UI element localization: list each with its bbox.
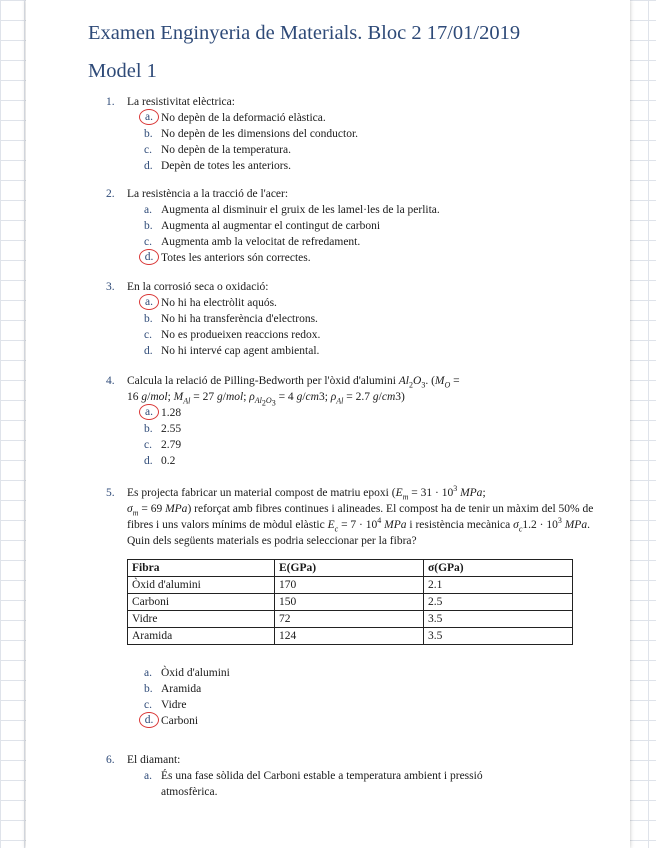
question-number: 5. (106, 487, 115, 499)
question-1 (106, 94, 606, 186)
option-letter: b. (144, 683, 153, 695)
question-text (127, 485, 606, 549)
option-d[interactable] (144, 713, 606, 729)
option-text: Totes les anteriors són correctes. (161, 252, 311, 264)
question-text-part: i resistència mecànica (406, 519, 514, 531)
question-number: 4. (106, 375, 115, 387)
formula-matrix-modulus: $E_m = 31 \cdot 10^3$ MPa; $\sigma_m = 69$ MPa (127, 484, 486, 518)
options-list (144, 110, 606, 174)
formula-composite-strength: $\sigma_c1.2 \cdot 10^3$ MPa (513, 516, 588, 534)
question-text-part: ) reforçat amb fibres continues i alineades. El compost ha de tenir un màxim del 50% de fibres i uns valors mínims de mòdul elàstic (127, 503, 594, 531)
selected-circle-mark: a. (139, 404, 159, 420)
options-list (144, 665, 606, 729)
table-header-row (128, 560, 573, 577)
question-number: 6. (106, 754, 115, 766)
fiber-properties-table (127, 559, 573, 645)
option-letter: a. (144, 204, 152, 216)
table-cell: Carboni (128, 594, 275, 611)
exam-title: Examen Enginyeria de Materials. Bloc 2 17/01/2019 (88, 22, 521, 44)
option-letter: c. (144, 439, 152, 451)
option-a[interactable] (144, 295, 606, 311)
options-list (144, 202, 606, 266)
table-cell: 124 (275, 628, 424, 645)
option-text-continuation: atmosfèrica. (161, 786, 218, 798)
option-c[interactable] (144, 234, 606, 250)
table-cell: 170 (275, 577, 424, 594)
question-2 (106, 186, 606, 278)
table-cell: 72 (275, 611, 424, 628)
question-number: 2. (106, 188, 115, 200)
question-text: La resistivitat elèctrica: (127, 96, 235, 108)
option-letter: c. (144, 236, 152, 248)
option-text: No hi ha transferència d'electrons. (161, 313, 318, 325)
formula-composite-modulus: $E_c = 7 \cdot 10^4$ MPa (327, 516, 407, 534)
option-d[interactable] (144, 158, 606, 174)
selected-circle-mark: a. (139, 109, 159, 125)
question-text (127, 373, 606, 408)
exam-page (26, 0, 630, 848)
table-cell: 2.1 (424, 577, 573, 594)
formula-given-data: $Al_2O_3$. ($M_O$ = 16 g/mol; $M_{Al} = 27$ g/mol; $\rho_{Al_2O_3} = 4$ g/cm3; $\rho_{Al} = 2.7$ g/cm3) (127, 375, 460, 408)
table-cell: 3.5 (424, 611, 573, 628)
option-text: És una fase sòlida del Carboni estable a temperatura ambient i pressió (161, 770, 483, 782)
options-list (144, 768, 606, 800)
question-text-part: . Quin dels següents materials es podria seleccionar per la fibra? (127, 519, 590, 547)
option-a[interactable] (144, 110, 606, 126)
option-b[interactable] (144, 681, 606, 697)
table-cell: 3.5 (424, 628, 573, 645)
option-letter: c. (144, 329, 152, 341)
option-c[interactable] (144, 142, 606, 158)
table-cell: 2.5 (424, 594, 573, 611)
option-text: No hi intervé cap agent ambiental. (161, 345, 320, 357)
question-text: En la corrosió seca o oxidació: (127, 281, 269, 293)
option-text: 2.79 (161, 439, 182, 451)
option-b[interactable] (144, 126, 606, 142)
option-a[interactable] (144, 405, 606, 421)
selected-circle-mark: a. (139, 294, 159, 310)
option-letter: d. (144, 160, 153, 172)
option-text: Augmenta al disminuir el gruix de les lamel·les de la perlita. (161, 204, 440, 216)
option-text: Òxid d'alumini (161, 667, 230, 679)
option-b[interactable] (144, 421, 606, 437)
option-c[interactable] (144, 437, 606, 453)
option-d[interactable] (144, 343, 606, 359)
table-cell: Òxid d'alumini (128, 577, 275, 594)
option-text: No depèn de la deformació elàstica. (161, 112, 326, 124)
selected-circle-mark: d. (139, 249, 159, 265)
column-header: Fibra (128, 560, 275, 577)
option-text: 2.55 (161, 423, 182, 435)
option-letter: b. (144, 128, 153, 140)
option-c[interactable] (144, 697, 606, 713)
option-letter: a. (144, 667, 152, 679)
question-text-prefix: Calcula la relació de Pilling-Bedworth per l'òxid d'alumini (127, 375, 399, 387)
option-letter: b. (144, 220, 153, 232)
option-a[interactable] (144, 768, 606, 800)
question-number: 1. (106, 96, 115, 108)
option-text: Vidre (161, 699, 187, 711)
exam-model: Model 1 (88, 60, 157, 82)
column-header: E(GPa) (275, 560, 424, 577)
option-letter: b. (144, 423, 153, 435)
option-letter: c. (144, 699, 152, 711)
question-3 (106, 279, 606, 371)
option-text: Depèn de totes les anteriors. (161, 160, 291, 172)
option-c[interactable] (144, 327, 606, 343)
option-letter: c. (144, 144, 152, 156)
question-4 (106, 373, 606, 481)
question-text-part: Es projecta fabricar un material compost de matriu epoxi ( (127, 487, 396, 499)
options-list (144, 405, 606, 469)
option-letter: b. (144, 313, 153, 325)
question-text: La resistència a la tracció de l'acer: (127, 188, 289, 200)
option-text: 1.28 (161, 407, 182, 419)
option-text: No es produeixen reaccions redox. (161, 329, 321, 341)
question-text: El diamant: (127, 754, 181, 766)
table-row (128, 594, 573, 611)
table-row (128, 577, 573, 594)
option-text: Aramida (161, 683, 202, 695)
option-text: Augmenta al augmentar el contingut de carboni (161, 220, 381, 232)
option-d[interactable] (144, 250, 606, 266)
option-text: No hi ha electròlit aquós. (161, 297, 277, 309)
option-d[interactable] (144, 453, 606, 469)
option-text: Carboni (161, 715, 199, 727)
option-letter: d. (144, 455, 153, 467)
option-letter: a. (144, 770, 152, 782)
table-cell: Aramida (128, 628, 275, 645)
option-text: No depèn de la temperatura. (161, 144, 291, 156)
option-b[interactable] (144, 218, 606, 234)
table-cell: 150 (275, 594, 424, 611)
selected-circle-mark: d. (139, 712, 159, 728)
option-text: 0.2 (161, 455, 176, 467)
table-row (128, 628, 573, 645)
table-cell: Vidre (128, 611, 275, 628)
table-row (128, 611, 573, 628)
option-letter: d. (144, 345, 153, 357)
options-list (144, 295, 606, 359)
column-header: σ(GPa) (424, 560, 573, 577)
option-text: Augmenta amb la velocitat de refredament. (161, 236, 361, 248)
option-b[interactable] (144, 311, 606, 327)
question-number: 3. (106, 281, 115, 293)
option-a[interactable] (144, 665, 606, 681)
question-6 (106, 752, 606, 812)
option-text: No depèn de les dimensions del conductor. (161, 128, 359, 140)
question-5 (106, 485, 606, 741)
option-a[interactable] (144, 202, 606, 218)
